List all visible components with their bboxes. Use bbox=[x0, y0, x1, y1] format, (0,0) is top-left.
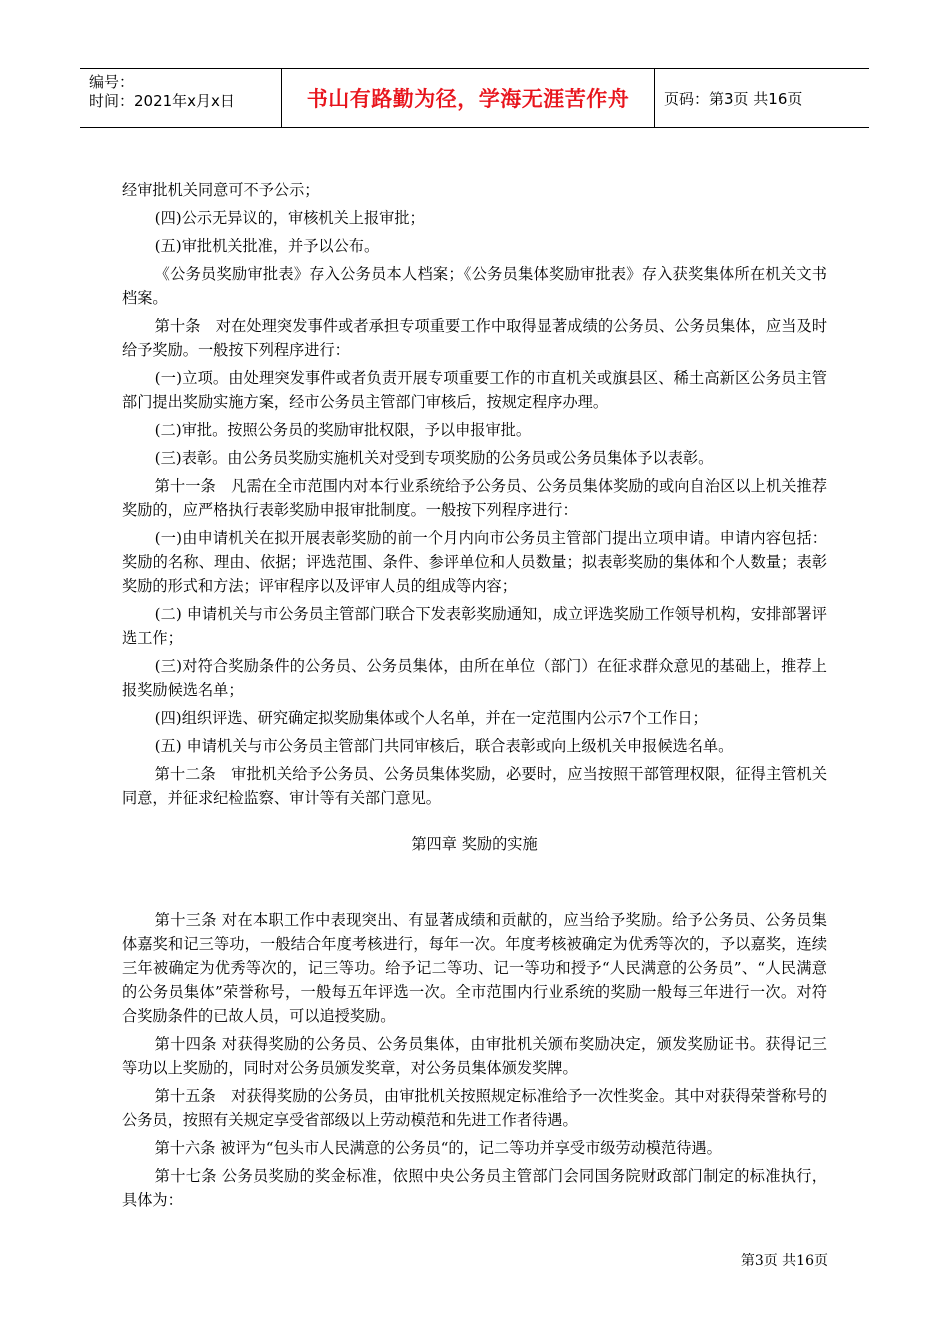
paragraph: (二) 申请机关与市公务员主管部门联合下发表彰奖励通知，成立评选奖励工作领导机构，安排部署评选工作； bbox=[122, 605, 827, 647]
paragraph: 第十二条 审批机关给予公务员、公务员集体奖励，必要时，应当按照干部管理权限，征得主管机关同意，并征求纪检监察、审计等有关部门意见。 bbox=[122, 765, 827, 807]
paragraph-group-2 bbox=[122, 908, 827, 1212]
paragraph: 经审批机关同意可不予公示； bbox=[122, 181, 320, 199]
header-motto: 书山有路勤为径，学海无涯苦作舟 bbox=[282, 69, 655, 127]
paragraph-group-1 bbox=[122, 178, 827, 810]
paragraph: (五) 申请机关与市公务员主管部门共同审核后，联合表彰或向上级机关申报候选名单。 bbox=[154, 737, 734, 755]
document-body bbox=[122, 178, 827, 1216]
paragraph: 第十条 对在处理突发事件或者承担专项重要工作中取得显著成绩的公务员、公务员集体，应当及时给予奖励。一般按下列程序进行： bbox=[122, 317, 827, 359]
paragraph: 《公务员奖励审批表》存入公务员本人档案；《公务员集体奖励审批表》存入获奖集体所在机关文书档案。 bbox=[122, 265, 827, 307]
paragraph: 第十五条 对获得奖励的公务员，由审批机关按照规定标准给予一次性奖金。其中对获得荣誉称号的公务员，按照有关规定享受省部级以上劳动模范和先进工作者待遇。 bbox=[122, 1087, 827, 1129]
paragraph: (三)对符合奖励条件的公务员、公务员集体，由所在单位（部门）在征求群众意见的基础上，推荐上报奖励候选名单； bbox=[122, 657, 827, 699]
paragraph: 第十三条 对在本职工作中表现突出、有显著成绩和贡献的，应当给予奖励。给予公务员、公务员集体嘉奖和记三等功，一般结合年度考核进行，每年一次。年度考核被确定为优秀等次的，予以嘉奖，连续三年被确定为优秀等次的，记三等功。给予记二等功、记一等功和授予“人民满意的公务员”、“人民满意的公务员集体”荣誉称号，一般每五年评选一次。全市范围内行业系统的奖励一般每三年进行一次。对符合奖励条件的已故人员，可以追授奖励。 bbox=[122, 911, 827, 1025]
paragraph: (二)审批。按照公务员的奖励审批权限，予以申报审批。 bbox=[154, 421, 532, 439]
footer-page-number: 第3页 共16页 bbox=[740, 1253, 828, 1269]
document-number-label: 编号： bbox=[89, 73, 135, 91]
paragraph: (三)表彰。由公务员奖励实施机关对受到专项奖励的公务员或公务员集体予以表彰。 bbox=[154, 449, 714, 467]
paragraph: 第十四条 对获得奖励的公务员、公务员集体，由审批机关颁布奖励决定，颁发奖励证书。获得记三等功以上奖励的，同时对公务员颁发奖章，对公务员集体颁发奖牌。 bbox=[122, 1035, 827, 1077]
paragraph: (一)由申请机关在拟开展表彰奖励的前一个月内向市公务员主管部门提出立项申请。申请内容包括：奖励的名称、理由、依据；评选范围、条件、参评单位和人员数量；拟表彰奖励的集体和个人数量；表彰奖励的形式和方法；评审程序以及评审人员的组成等内容； bbox=[122, 529, 827, 595]
header-meta-cell bbox=[80, 69, 282, 127]
paragraph: 第十六条 被评为“包头市人民满意的公务员“的，记二等功并享受市级劳动模范待遇。 bbox=[154, 1139, 722, 1157]
chapter-title: 第四章 奖励的实施 bbox=[411, 835, 538, 853]
paragraph: 第十一条 凡需在全市范围内对本行业系统给予公务员、公务员集体奖励的或向自治区以上机关推荐奖励的，应严格执行表彰奖励申报审批制度。一般按下列程序进行： bbox=[122, 477, 827, 519]
paragraph: (四)组织评选、研究确定拟奖励集体或个人名单，并在一定范围内公示7个工作日； bbox=[154, 709, 708, 727]
paragraph: (五)审批机关批准，并予以公布。 bbox=[154, 237, 380, 255]
paragraph: (一)立项。由处理突发事件或者负责开展专项重要工作的市直机关或旗县区、稀土高新区公务员主管部门提出奖励实施方案，经市公务员主管部门审核后，按规定程序办理。 bbox=[122, 369, 827, 411]
header-page-info: 页码：第3页 共16页 bbox=[664, 89, 803, 108]
paragraph: 第十七条 公务员奖励的奖金标准，依照中央公务员主管部门会同国务院财政部门制定的标准执行，具体为： bbox=[122, 1167, 827, 1209]
paragraph: (四)公示无异议的，审核机关上报审批； bbox=[154, 209, 425, 227]
document-header bbox=[80, 68, 869, 128]
document-time-label: 时间：2021年x月x日 bbox=[89, 92, 235, 110]
